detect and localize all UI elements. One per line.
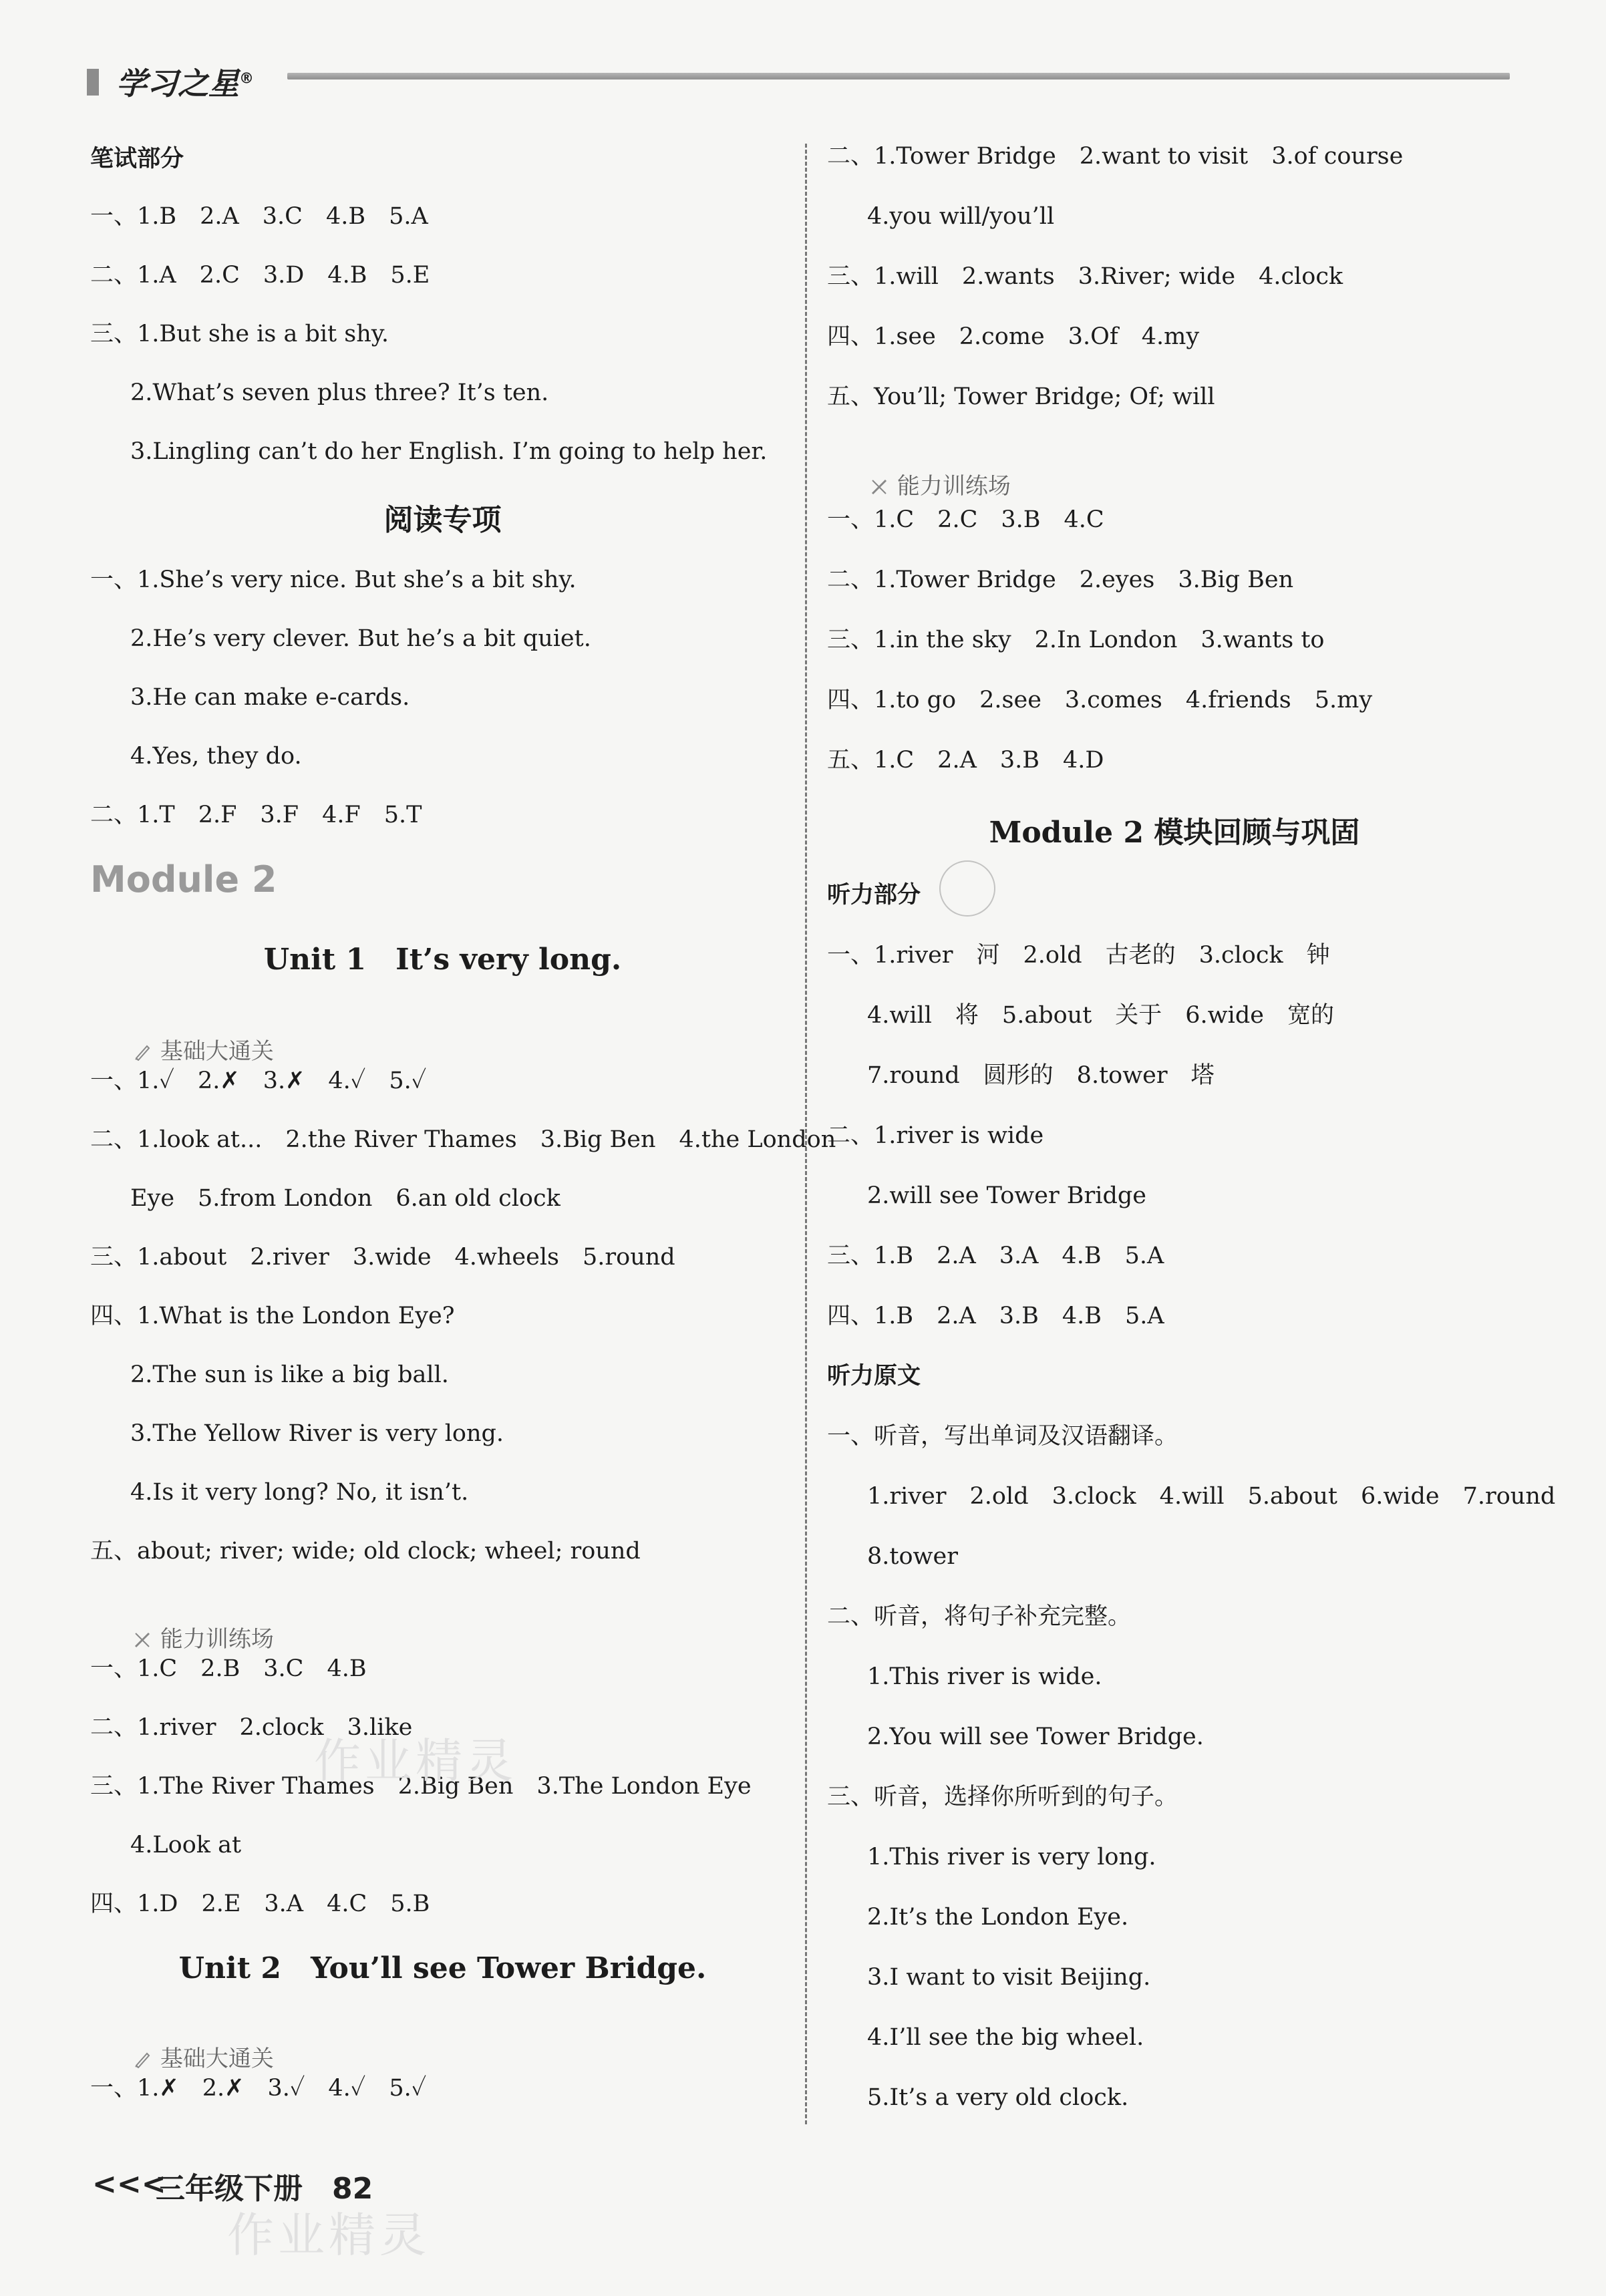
- subsection-heading: 能力训练场: [827, 442, 1011, 530]
- answer-line: 8.tower: [867, 1543, 958, 1570]
- reading-title: 阅读专项: [383, 503, 502, 537]
- answer-line: 五、about; river; wide; old clock; wheel; round: [90, 1538, 641, 1565]
- answer-line: 一、听音，写出单词及汉语翻译。: [827, 1423, 1178, 1450]
- module-label: Module 2: [90, 858, 277, 900]
- answer-line: 2.He’s very clever. But he’s a bit quiet.: [130, 625, 591, 652]
- answer-line: 2.The sun is like a big ball.: [130, 1361, 449, 1388]
- answer-line: 二、1.look at... 2.the River Thames 3.Big Ben 4.the London: [90, 1126, 836, 1153]
- section-heading: 笔试部分: [90, 146, 184, 172]
- answer-line: 三、1.But she is a bit shy.: [90, 321, 389, 347]
- unit-title: Unit 1 It’s very long.: [263, 943, 622, 977]
- section-heading: 听力原文: [827, 1363, 921, 1389]
- stamp-seal: [939, 860, 995, 917]
- answer-line: 二、1.Tower Bridge 2.eyes 3.Big Ben: [827, 566, 1294, 593]
- answer-line: 一、1.C 2.C 3.B 4.C: [827, 506, 1104, 533]
- pencil-icon: [134, 1043, 151, 1061]
- answer-line: 一、1.✓ 2.✗ 3.✗ 4.✓ 5.✓: [90, 1068, 427, 1094]
- answer-line: 4.you will/you’ll: [867, 203, 1055, 230]
- answer-line: 一、1.C 2.B 3.C 4.B: [90, 1655, 367, 1682]
- answer-line: 一、1.river 河 2.old 古老的 3.clock 钟: [827, 942, 1330, 969]
- answer-line: 二、1.A 2.C 3.D 4.B 5.E: [90, 262, 430, 289]
- watermark: 作业精灵: [314, 1734, 517, 1788]
- answer-line: 四、1.What is the London Eye?: [90, 1303, 455, 1329]
- answer-line: Eye 5.from London 6.an old clock: [130, 1185, 560, 1212]
- answer-line: 4.Look at: [130, 1832, 242, 1858]
- answer-line: 2.will see Tower Bridge: [867, 1182, 1146, 1209]
- answer-line: 5.It’s a very old clock.: [867, 2084, 1129, 2111]
- answer-line: 四、1.to go 2.see 3.comes 4.friends 5.my: [827, 687, 1373, 713]
- footer-arrows: <<<: [92, 2167, 166, 2201]
- review-title: Module 2 模块回顾与巩固: [989, 816, 1360, 850]
- answer-line: 四、1.B 2.A 3.B 4.B 5.A: [827, 1303, 1164, 1329]
- answer-line: 3.I want to visit Beijing.: [867, 1964, 1151, 1991]
- answer-line: 3.The Yellow River is very long.: [130, 1420, 504, 1447]
- answer-line: 三、1.in the sky 2.In London 3.wants to: [827, 627, 1325, 653]
- answer-line: 4.I’ll see the big wheel.: [867, 2024, 1144, 2051]
- section-heading: 听力部分: [827, 882, 921, 909]
- answer-line: 2.It’s the London Eye.: [867, 1904, 1129, 1931]
- answer-line: 2.You will see Tower Bridge.: [867, 1724, 1204, 1750]
- answer-line: 4.Yes, they do.: [130, 743, 302, 770]
- brand-logo: 学习之星®: [116, 65, 254, 102]
- answer-line: 一、1.✗ 2.✗ 3.✓ 4.✓ 5.✓: [90, 2075, 427, 2102]
- answer-line: 三、听音，选择你所听到的句子。: [827, 1784, 1178, 1810]
- subsection-heading: 基础大通关: [90, 1007, 274, 1096]
- subsection-heading: 基础大通关: [90, 2015, 274, 2103]
- answer-line: 一、1.She’s very nice. But she’s a bit shy.: [90, 566, 577, 593]
- answer-line: 一、1.B 2.A 3.C 4.B 5.A: [90, 203, 428, 230]
- answer-line: 四、1.see 2.come 3.Of 4.my: [827, 323, 1200, 350]
- answer-line: 三、1.will 2.wants 3.River; wide 4.clock: [827, 263, 1343, 290]
- answer-line: 1.This river is wide.: [867, 1663, 1102, 1690]
- answer-line: 三、1.about 2.river 3.wide 4.wheels 5.round: [90, 1244, 675, 1271]
- answer-line: 二、1.T 2.F 3.F 4.F 5.T: [90, 802, 422, 828]
- answer-line: 二、1.Tower Bridge 2.want to visit 3.of course: [827, 143, 1404, 170]
- answer-line: 4.will 将 5.about 关于 6.wide 宽的: [867, 1002, 1334, 1029]
- answer-line: 4.Is it very long? No, it isn’t.: [130, 1479, 469, 1506]
- answer-line: 7.round 圆形的 8.tower 塔: [867, 1062, 1215, 1089]
- watermark: 作业精灵: [227, 2208, 430, 2263]
- answer-line: 二、听音，将句子补充完整。: [827, 1603, 1132, 1630]
- answer-line: 3.He can make e-cards.: [130, 684, 410, 711]
- unit-title: Unit 2 You’ll see Tower Bridge.: [178, 1951, 707, 1985]
- footer-grade-page: 三年级下册 82: [156, 2172, 373, 2206]
- answer-line: 五、1.C 2.A 3.B 4.D: [827, 747, 1104, 774]
- answer-line: 1.This river is very long.: [867, 1844, 1156, 1870]
- answer-line: 三、1.The River Thames 2.Big Ben 3.The London Eye: [90, 1773, 752, 1800]
- answer-line: 二、1.river is wide: [827, 1122, 1044, 1149]
- answer-line: 3.Lingling can’t do her English. I’m going to help her.: [130, 438, 768, 465]
- answer-line: 2.What’s seven plus three? It’s ten.: [130, 379, 549, 406]
- header-rule: [287, 73, 1510, 79]
- answer-line: 二、1.river 2.clock 3.like: [90, 1714, 413, 1741]
- answer-line: 三、1.B 2.A 3.A 4.B 5.A: [827, 1243, 1164, 1269]
- page-header: [87, 57, 1510, 102]
- subsection-heading: 能力训练场: [90, 1595, 274, 1683]
- pen-ruler-icon: [870, 478, 888, 496]
- pen-ruler-icon: [134, 1631, 151, 1649]
- pencil-icon: [134, 2051, 151, 2068]
- header-mark: [87, 69, 99, 96]
- answer-line: 四、1.D 2.E 3.A 4.C 5.B: [90, 1891, 430, 1917]
- answer-line: 五、You’ll; Tower Bridge; Of; will: [827, 383, 1215, 410]
- answer-line: 1.river 2.old 3.clock 4.will 5.about 6.wide 7.round: [867, 1483, 1556, 1510]
